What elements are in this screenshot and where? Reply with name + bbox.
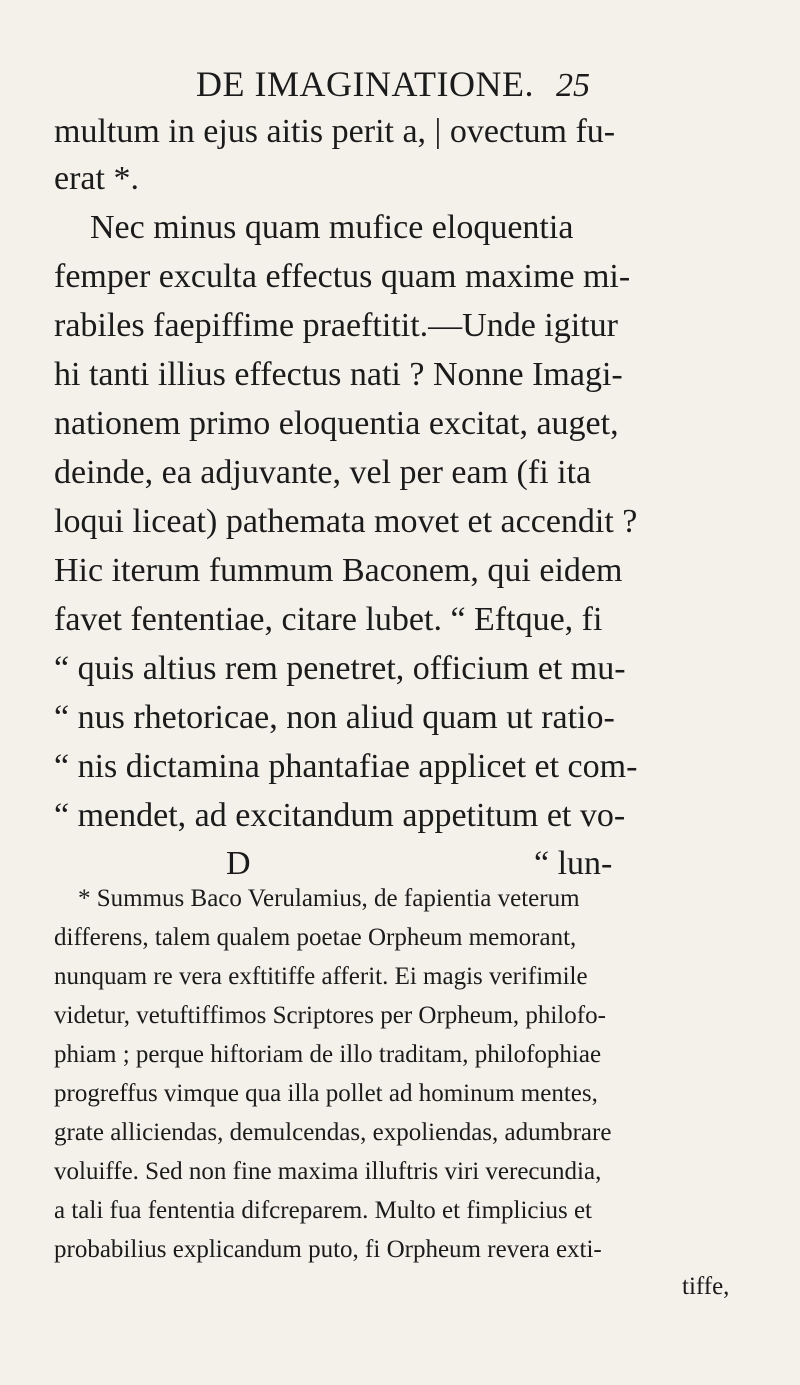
footnote-line: * Summus Baco Verulamius, de fapientia veterum — [78, 885, 580, 912]
text-line: “ nis dictamina phantafiae applicet et com- — [54, 748, 638, 785]
footnote-line: nunquam re vera exftitiffe afferit. Ei magis verifimile — [54, 963, 588, 990]
text-line: Hic iterum fummum Baconem, qui eidem — [54, 552, 623, 589]
page-number: 25 — [556, 67, 590, 104]
footnote-line: probabilius explicandum puto, fi Orpheum revera exti- — [54, 1236, 602, 1263]
text-line: Nec minus quam mufice eloquentia — [90, 209, 574, 246]
footnote-catchword: tiffe, — [682, 1273, 730, 1300]
signature-mark: D — [226, 845, 251, 882]
footnote-line: voluiffe. Sed non fine maxima illuftris viri verecundia, — [54, 1158, 602, 1185]
running-head: DE IMAGINATIONE. — [196, 64, 534, 104]
text-line: loqui liceat) pathemata movet et accendit ? — [54, 503, 638, 540]
footnote-line: phiam ; perque hiftoriam de illo traditam, philofophiae — [54, 1041, 602, 1068]
footnote-line: a tali fua fententia difcreparem. Multo et fimplicius et — [54, 1197, 592, 1224]
text-line: “ mendet, ad excitandum appetitum et vo- — [54, 797, 626, 834]
footnote-line: grate alliciendas, demulcendas, expoliendas, adumbrare — [54, 1119, 612, 1146]
text-line: multum in ejus aitis perit a, | ovectum fu- — [54, 113, 616, 150]
text-line: femper exculta effectus quam maxime mi- — [54, 258, 631, 295]
footnote-line: differens, talem qualem poetae Orpheum memorant, — [54, 924, 577, 951]
text-line: rabiles faepiffime praeftitit.—Unde igitur — [54, 307, 618, 344]
footnote-line: videtur, vetuftiffimos Scriptores per Orpheum, philofo- — [54, 1002, 606, 1029]
text-line: “ quis altius rem penetret, officium et mu- — [54, 650, 626, 687]
text-line: “ nus rhetoricae, non aliud quam ut ratio- — [54, 699, 615, 736]
page-header — [0, 64, 800, 104]
footnote-line: progreffus vimque qua illa pollet ad hominum mentes, — [54, 1080, 598, 1107]
text-line: deinde, ea adjuvante, vel per eam (fi ita — [54, 454, 592, 491]
text-line: erat *. — [54, 160, 139, 197]
text-line: favet fententiae, citare lubet. “ Eftque, fi — [54, 601, 603, 638]
text-line: nationem primo eloquentia excitat, auget, — [54, 405, 619, 442]
text-line: hi tanti illius effectus nati ? Nonne Imagi- — [54, 356, 623, 393]
catchword: “ lun- — [534, 845, 613, 882]
